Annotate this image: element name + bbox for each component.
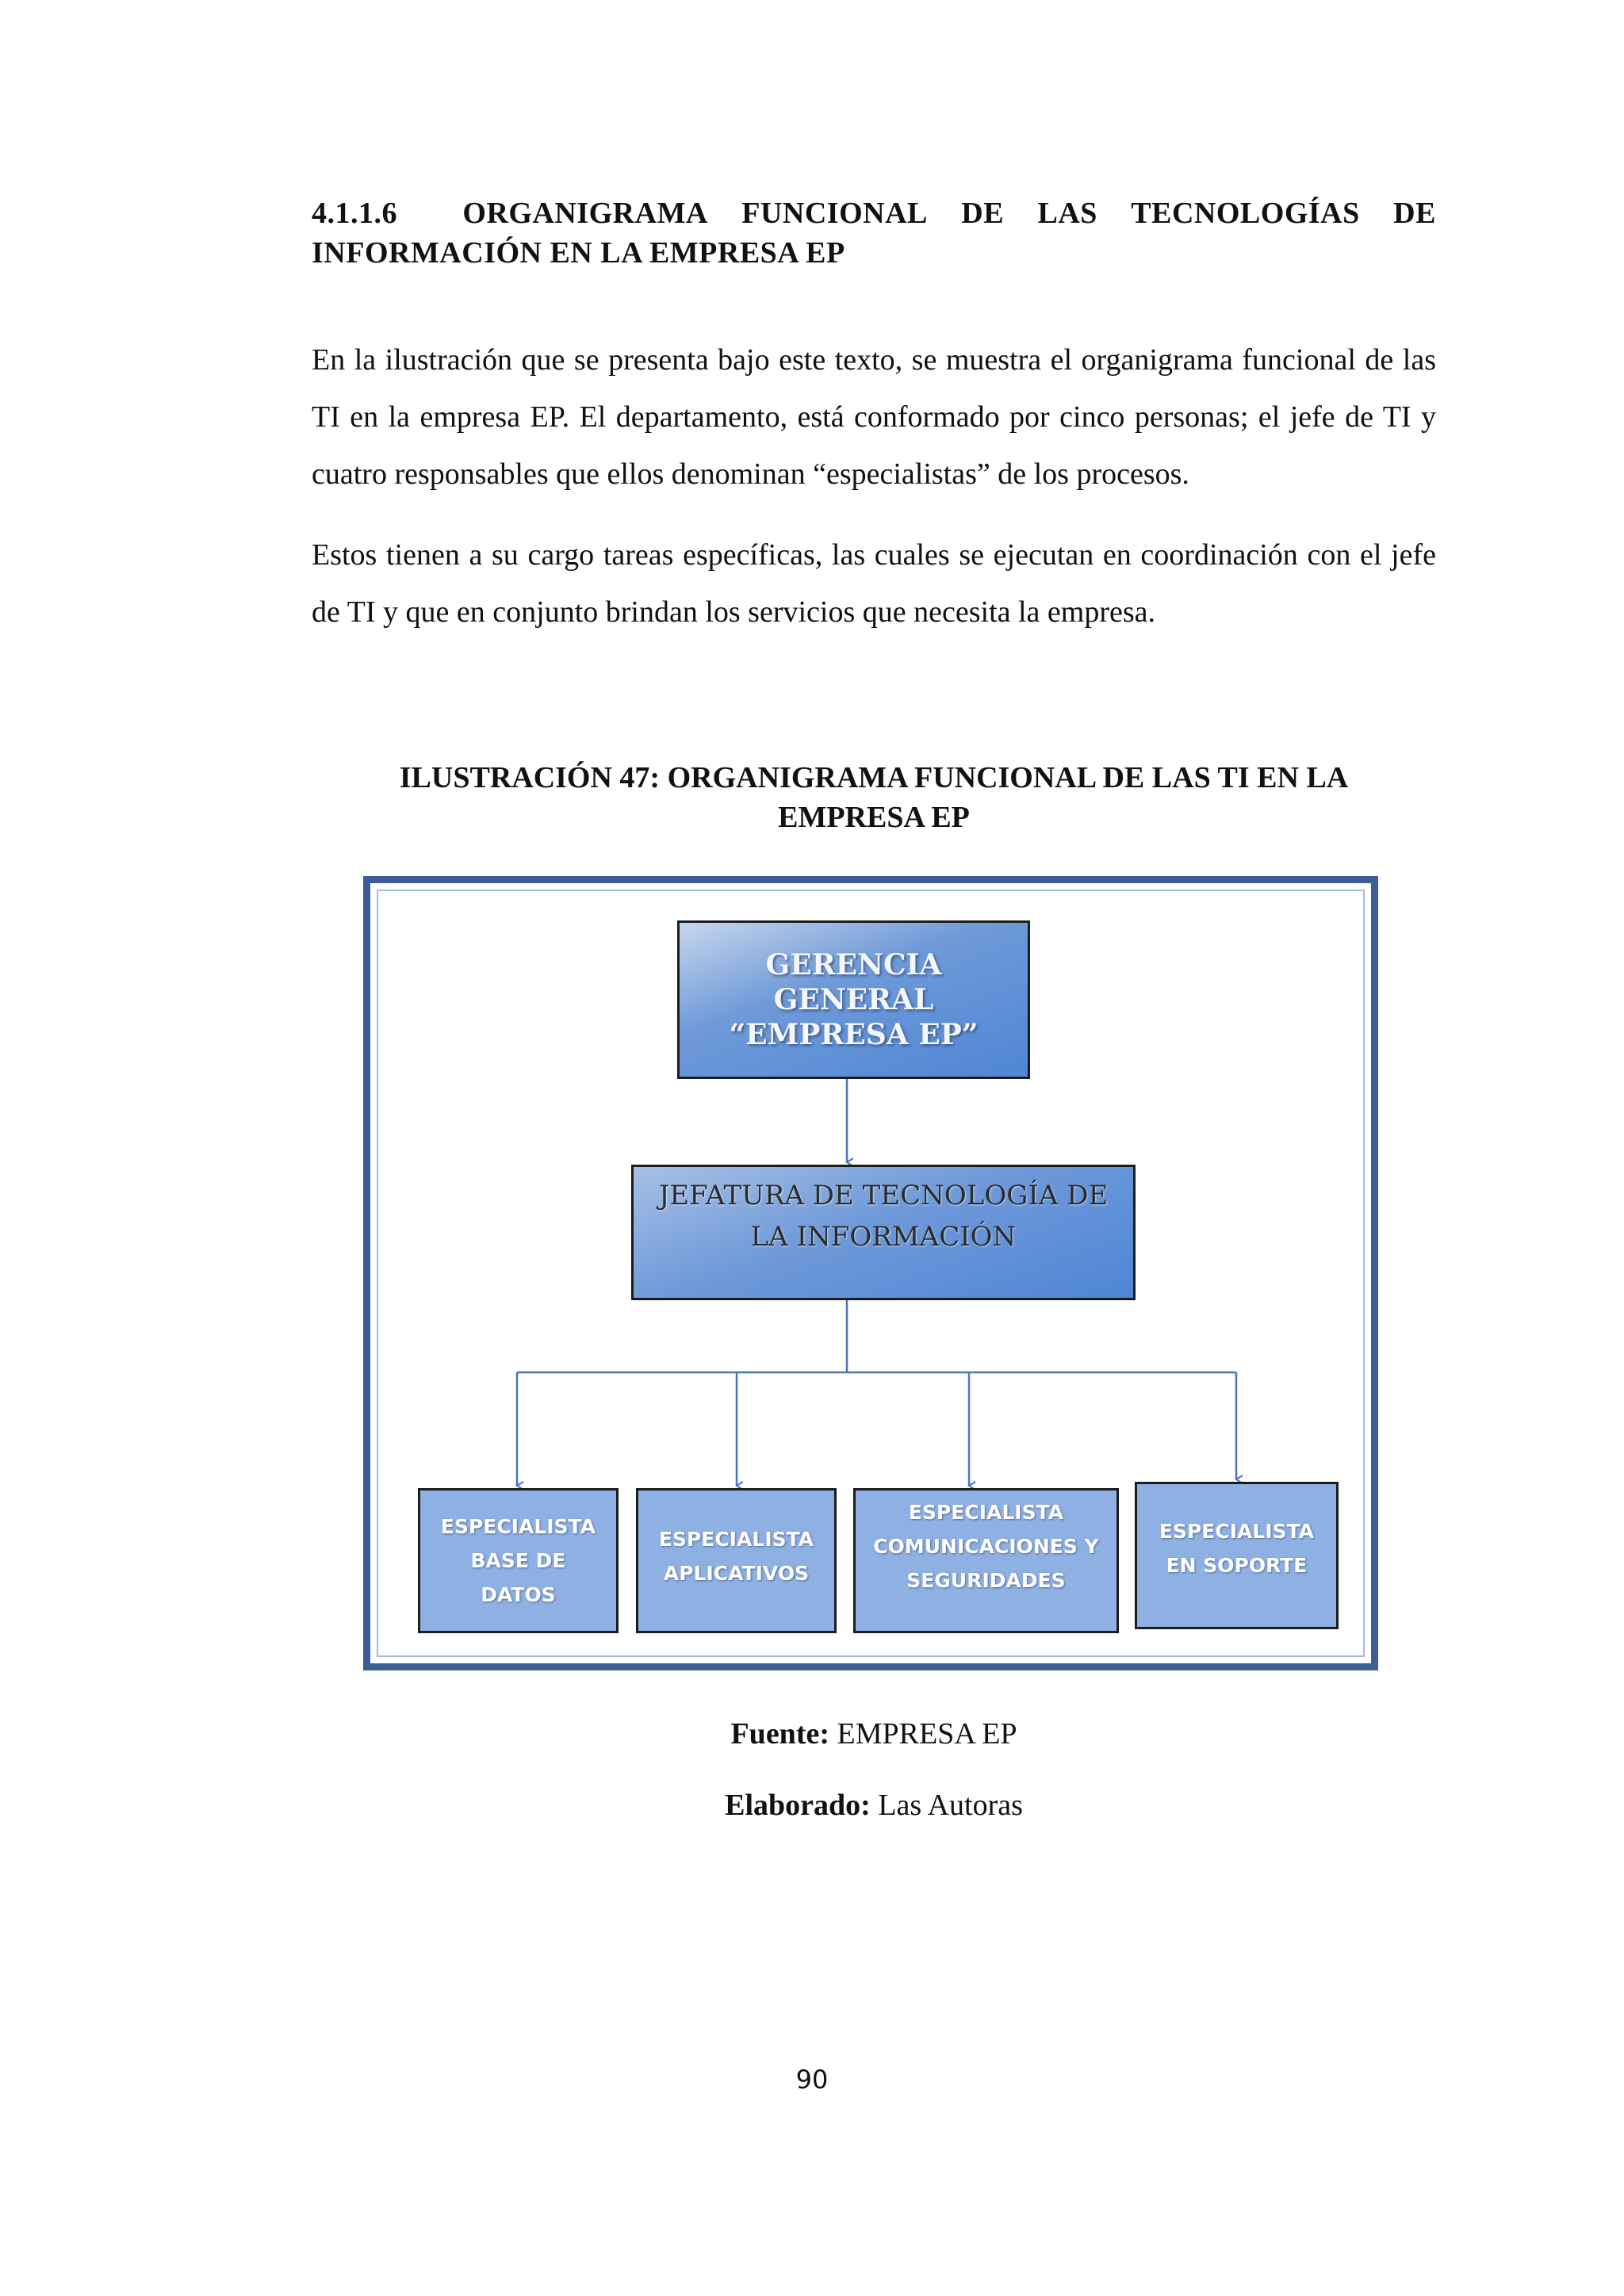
heading-word: TECNOLOGÍAS [1131,197,1360,230]
org-box-text: APLICATIVOS [663,1562,810,1585]
org-box-text: BASE DE [470,1549,566,1572]
org-box-text: JEFATURA DE TECNOLOGÍA DE [658,1180,1109,1211]
figure-caption [312,758,1436,837]
org-box-text: GENERAL [773,983,934,1016]
org-box-text: ESPECIALISTA [658,1528,814,1551]
org-box-text: LA INFORMACIÓN [750,1221,1017,1253]
org-box-text: SEGURIDADES [906,1569,1066,1592]
org-box-text: COMUNICACIONES Y [873,1535,1099,1558]
source-label: Fuente: [730,1717,829,1751]
source-value: EMPRESA EP [829,1717,1017,1751]
heading-word: DE [1393,197,1436,230]
org-box-especialista-comunicaciones [853,1488,1119,1633]
figure-author [312,1788,1436,1823]
author-value: Las Autoras [870,1789,1023,1822]
org-box-text: ESPECIALISTA [440,1515,596,1538]
section-number: 4.1.1.6 [312,197,397,230]
org-box-text: DATOS [481,1583,556,1606]
figure-source [312,1716,1436,1751]
page-number: 90 [795,2064,829,2095]
figure-caption-line2: EMPRESA EP [778,801,970,834]
org-box-text: ESPECIALISTA [1159,1520,1315,1543]
author-label: Elaborado: [725,1789,871,1822]
org-box-jefatura-ti [631,1165,1136,1300]
paragraph-2: Estos tienen a su cargo tareas específicas, las cuales se ejecutan en coordinación con el jefe de TI y que en conjunto brindan los servicios que necesita la empresa. [312,538,1436,629]
section-heading [312,193,1436,273]
figure-caption-line1: ILUSTRACIÓN 47: ORGANIGRAMA FUNCIONAL DE LAS TI EN LA [399,761,1349,794]
heading-word: LAS [1037,197,1097,230]
paragraph-1: En la ilustración que se presenta bajo este texto, se muestra el organigrama funcional de las TI en la empresa EP. El departamento, está conformado por cinco personas; el jefe de TI y cuatro responsables que ellos denominan “especialistas” de los procesos. [312,343,1436,491]
org-box-text: “EMPRESA EP” [729,1018,979,1051]
org-box-text: GERENCIA [765,948,942,982]
org-box-especialista-aplicativos [636,1488,837,1633]
org-box-especialista-soporte [1135,1482,1339,1629]
org-chart-figure [363,876,1378,1670]
org-box-text: ESPECIALISTA [908,1501,1064,1524]
org-box-especialista-base-datos [418,1488,619,1633]
section-heading-line2: INFORMACIÓN EN LA EMPRESA EP [312,236,845,270]
org-box-text: EN SOPORTE [1166,1554,1308,1577]
heading-word: DE [961,197,1005,230]
heading-word: FUNCIONAL [741,197,928,230]
heading-word: ORGANIGRAMA [462,197,708,230]
section-heading-line1 [312,193,1436,233]
org-box-gerencia-general [677,920,1030,1079]
